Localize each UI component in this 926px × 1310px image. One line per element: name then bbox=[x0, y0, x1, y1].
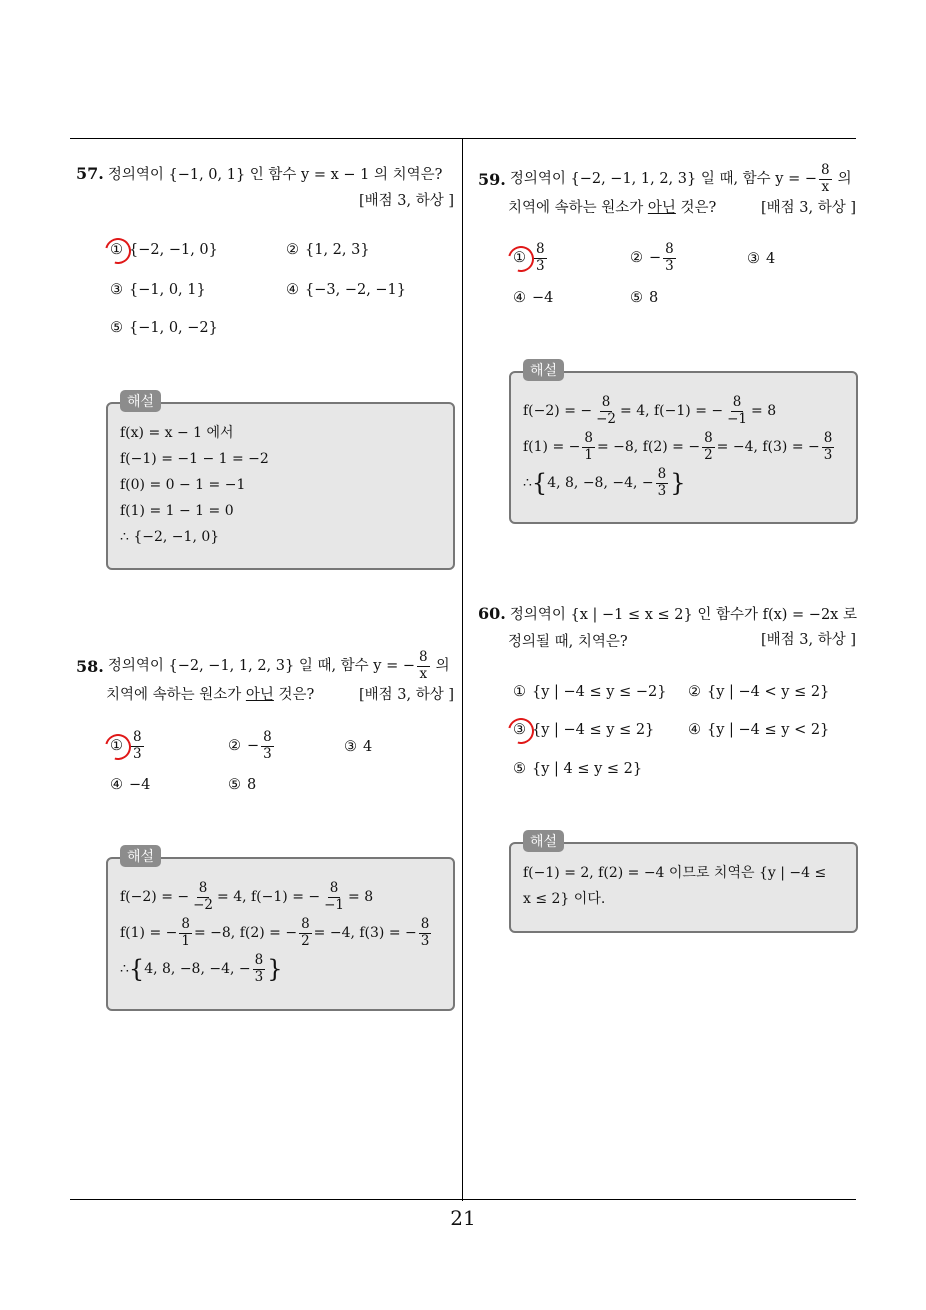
score-label: [배점 3, 하상 ] bbox=[358, 193, 454, 209]
choice-3[interactable] bbox=[513, 722, 654, 738]
choice-marker: ① bbox=[110, 242, 123, 258]
choice-3[interactable] bbox=[747, 251, 775, 267]
question-60 bbox=[478, 600, 856, 660]
choice-3[interactable] bbox=[344, 739, 372, 755]
question-text: 정의될 때, 치역은? bbox=[508, 634, 628, 650]
choice-marker: ③ bbox=[344, 739, 357, 755]
choice-text: −4 bbox=[532, 290, 554, 306]
choice-1[interactable] bbox=[110, 242, 218, 258]
solution-box bbox=[509, 363, 858, 524]
choice-text: 8 bbox=[247, 777, 257, 793]
choice-text: {−3, −2, −1} bbox=[305, 282, 407, 298]
question-number: 57. bbox=[76, 164, 104, 183]
solution-tag: 해설 bbox=[523, 359, 564, 381]
fraction: $\frac{8}{3}$ bbox=[133, 729, 142, 762]
solution-tag: 해설 bbox=[120, 390, 161, 412]
choice-1[interactable] bbox=[110, 730, 146, 762]
solution-line: f(0) = 0 − 1 = −1 bbox=[120, 477, 246, 493]
choice-text: 8 bbox=[649, 290, 659, 306]
choice-3[interactable] bbox=[110, 282, 206, 298]
question-text: 정의역이 {−1, 0, 1} 인 함수 y = x − 1 의 치역은? bbox=[107, 167, 443, 183]
choice-5[interactable] bbox=[110, 320, 218, 336]
choice-5[interactable] bbox=[513, 761, 642, 777]
choice-marker: ③ bbox=[513, 722, 526, 738]
solution-tag: 해설 bbox=[120, 845, 161, 867]
solution-line: f(−1) = −1 − 1 = −2 bbox=[120, 451, 269, 467]
choice-marker: ⑤ bbox=[228, 777, 241, 793]
choice-text: 4 bbox=[363, 739, 373, 755]
question-number: 60. bbox=[478, 604, 506, 623]
question-text: 치역에 속하는 원소가 bbox=[106, 687, 246, 704]
choice-marker: ② bbox=[228, 738, 241, 755]
score-label: [배점 3, 하상 ] bbox=[760, 632, 856, 648]
choice-5[interactable] bbox=[630, 290, 658, 306]
choice-4[interactable] bbox=[110, 777, 150, 793]
choice-4[interactable] bbox=[513, 290, 553, 306]
question-58 bbox=[76, 650, 454, 710]
question-text: 의 bbox=[837, 170, 852, 187]
sign: − bbox=[247, 738, 260, 755]
underlined-word: 아닌 bbox=[245, 687, 274, 704]
choice-2[interactable] bbox=[688, 684, 829, 700]
choice-text: {y | 4 ≤ y ≤ 2} bbox=[532, 761, 643, 777]
fraction: $\frac{8}{3}$ bbox=[665, 241, 674, 274]
choice-marker: ④ bbox=[513, 290, 526, 306]
fraction: $\frac{8}{3}$ bbox=[263, 729, 272, 762]
solution-line: f(1) = − $\frac{8}{1}$ = −8, f(2) = − $\frac{8}{2}$ = −4, f(3) = − $\frac{8}{3}$ bbox=[523, 429, 833, 463]
choice-1[interactable] bbox=[513, 242, 549, 274]
choice-text: {−2, −1, 0} bbox=[129, 242, 218, 258]
choice-2[interactable] bbox=[228, 730, 276, 762]
solution-box bbox=[106, 849, 455, 1011]
choice-text: −4 bbox=[129, 777, 151, 793]
top-rule bbox=[70, 138, 856, 139]
choice-marker: ⑤ bbox=[110, 320, 123, 336]
question-text: 것은? bbox=[675, 200, 717, 217]
question-text: 치역에 속하는 원소가 bbox=[508, 200, 648, 217]
choice-marker: ③ bbox=[747, 251, 760, 267]
choice-text: {y | −4 ≤ y < 2} bbox=[707, 722, 830, 738]
fraction: $\frac{8}{x}$ bbox=[821, 162, 830, 195]
choice-4[interactable] bbox=[688, 722, 829, 738]
choice-5[interactable] bbox=[228, 777, 256, 793]
score-label: [배점 3, 하상 ] bbox=[760, 200, 856, 216]
choice-marker: ③ bbox=[110, 282, 123, 298]
choice-text: {y | −4 ≤ y ≤ 2} bbox=[532, 722, 655, 738]
solution-line: f(−2) = − $\frac{8}{-2}$ = 4, f(−1) = − $\frac{8}{-1}$ = 8 bbox=[523, 393, 777, 427]
question-text: 정의역이 {−2, −1, 1, 2, 3} 일 때, 함수 y = − bbox=[509, 170, 818, 187]
choice-1[interactable] bbox=[513, 684, 666, 700]
question-text: 정의역이 {x | −1 ≤ x ≤ 2} 인 함수가 f(x) = −2x 로 bbox=[509, 607, 857, 623]
solution-line: ∴ { 4, 8, −8, −4, − $\frac{8}{3}$ } bbox=[120, 951, 283, 985]
choice-text: {−1, 0, 1} bbox=[129, 282, 206, 298]
choice-text: 4 bbox=[766, 251, 776, 267]
bottom-rule bbox=[70, 1199, 856, 1200]
choice-marker: ⑤ bbox=[513, 761, 526, 777]
choice-text: {−1, 0, −2} bbox=[129, 320, 218, 336]
choice-marker: ④ bbox=[110, 777, 123, 793]
question-59 bbox=[478, 163, 856, 223]
choice-4[interactable] bbox=[286, 282, 406, 298]
solution-line: ∴ { 4, 8, −8, −4, − $\frac{8}{3}$ } bbox=[523, 465, 686, 499]
solution-line: f(−1) = 2, f(2) = −4 이므로 치역은 {y | −4 ≤ bbox=[523, 865, 827, 881]
solution-line: f(−2) = − $\frac{8}{-2}$ = 4, f(−1) = − $\frac{8}{-1}$ = 8 bbox=[120, 879, 374, 913]
question-number: 58. bbox=[76, 656, 104, 676]
question-57 bbox=[76, 160, 454, 220]
choice-marker: ① bbox=[513, 684, 526, 700]
choice-marker: ④ bbox=[286, 282, 299, 298]
choice-marker: ① bbox=[110, 738, 123, 755]
choice-marker: ② bbox=[688, 684, 701, 700]
choice-marker: ② bbox=[286, 242, 299, 258]
fraction: $\frac{8}{3}$ bbox=[536, 241, 545, 274]
underlined-word: 아닌 bbox=[647, 200, 676, 217]
question-number: 59. bbox=[478, 169, 506, 189]
choice-marker: ① bbox=[513, 250, 526, 267]
choice-text: {1, 2, 3} bbox=[305, 242, 370, 258]
choice-text: {y | −4 < y ≤ 2} bbox=[707, 684, 830, 700]
fraction: $\frac{8}{x}$ bbox=[419, 649, 428, 682]
question-text: 정의역이 {−2, −1, 1, 2, 3} 일 때, 함수 y = − bbox=[107, 657, 416, 674]
choice-marker: ② bbox=[630, 250, 643, 267]
solution-tag: 해설 bbox=[523, 830, 564, 852]
score-label: [배점 3, 하상 ] bbox=[358, 687, 454, 703]
choice-2[interactable] bbox=[286, 242, 370, 258]
question-text: 것은? bbox=[273, 687, 315, 704]
choice-text: {y | −4 ≤ y ≤ −2} bbox=[532, 684, 667, 700]
choice-2[interactable] bbox=[630, 242, 678, 274]
sign: − bbox=[649, 250, 662, 267]
solution-line: f(1) = − $\frac{8}{1}$ = −8, f(2) = − $\frac{8}{2}$ = −4, f(3) = − $\frac{8}{3}$ bbox=[120, 915, 430, 949]
solution-line: x ≤ 2} 이다. bbox=[523, 891, 606, 907]
solution-line: f(1) = 1 − 1 = 0 bbox=[120, 503, 234, 519]
choice-marker: ⑤ bbox=[630, 290, 643, 306]
solution-box bbox=[106, 394, 455, 570]
solution-line: f(x) = x − 1 에서 bbox=[120, 425, 234, 441]
solution-line: ∴ {−2, −1, 0} bbox=[120, 529, 220, 545]
solution-box bbox=[509, 834, 858, 933]
column-divider bbox=[462, 139, 463, 1201]
page-number: 21 bbox=[450, 1206, 476, 1230]
choice-marker: ④ bbox=[688, 722, 701, 738]
question-text: 의 bbox=[435, 657, 450, 674]
